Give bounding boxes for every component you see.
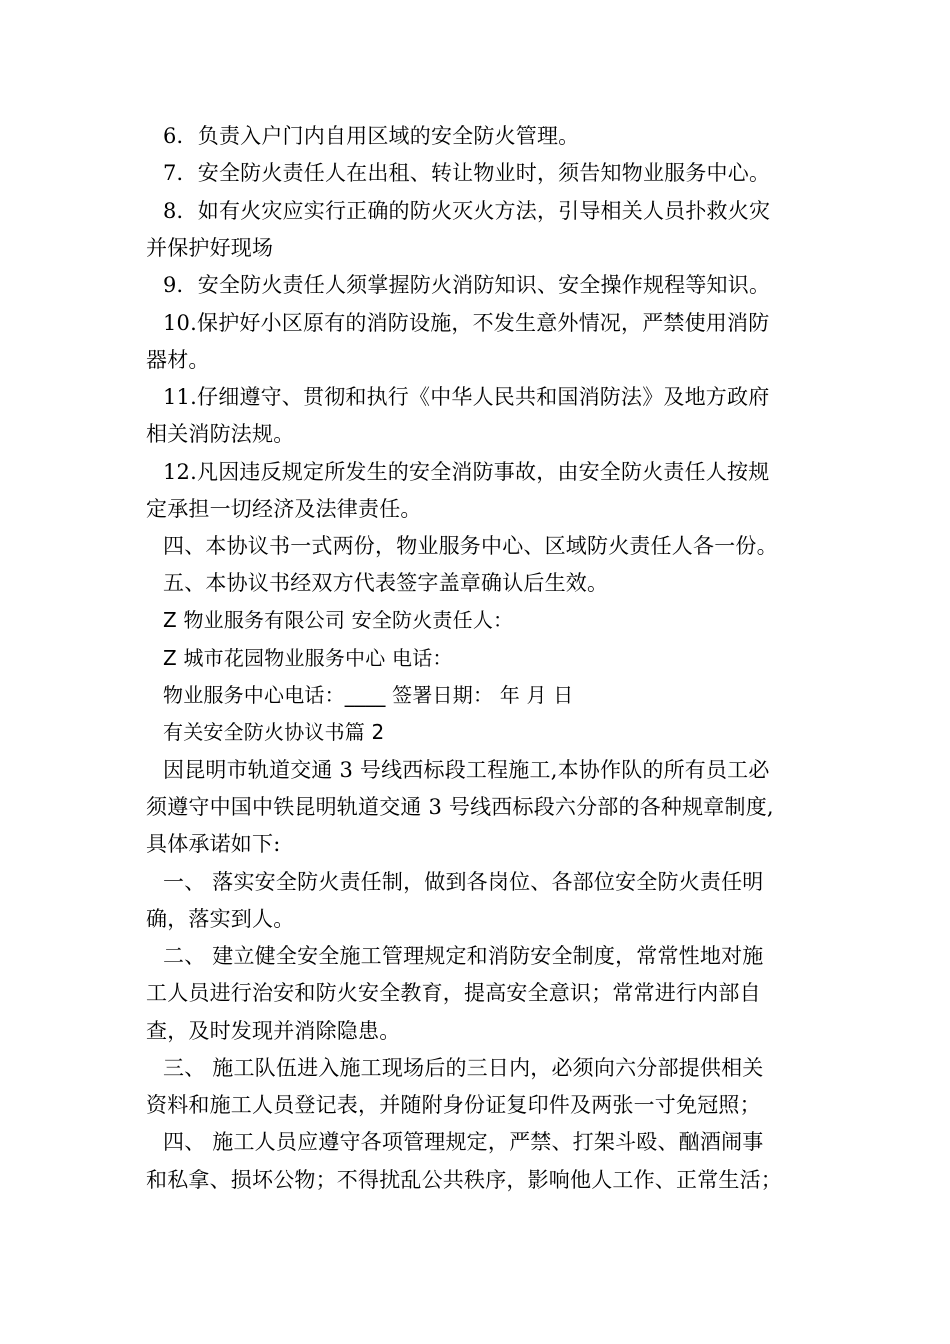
commitment-1-line-1: 一、 落实安全防火责任制，做到各岗位、各部位安全防火责任明 (163, 870, 764, 894)
intro-line-1: 因昆明市轨道交通 3 号线西标段工程施工,本协作队的所有员工必 (163, 758, 770, 782)
clause-8-line-1: 8．如有火灾应实行正确的防火灭火方法，引导相关人员扑救火灾 (163, 199, 771, 223)
section-4: 四、本协议书一式两份，物业服务中心、区域防火责任人各一份。 (163, 534, 778, 558)
clause-9: 9．安全防火责任人须掌握防火消防知识、安全操作规程等知识。 (163, 273, 771, 297)
commitment-2-line-3: 查，及时发现并消除隐患。 (146, 1019, 401, 1043)
commitment-2-line-2: 工人员进行治安和防火安全教育，提高安全意识；常常进行内部自 (146, 981, 761, 1005)
signature-company: Z 物业服务有限公司 安全防火责任人： (163, 608, 514, 632)
clause-12-line-2: 定承担一切经济及法律责任。 (146, 497, 422, 521)
clause-10-line-2: 器材。 (146, 348, 210, 372)
commitment-3-line-2: 资料和施工人员登记表，并随附身份证复印件及两张一寸免冠照； (146, 1093, 761, 1117)
signature-date: 物业服务中心电话：____ 签署日期： 年 月 日 (163, 683, 574, 707)
section-5: 五、本协议书经双方代表签字盖章确认后生效。 (163, 571, 609, 595)
clause-11-line-2: 相关消防法规。 (146, 422, 295, 446)
commitment-4-line-2: 和私拿、损坏公物；不得扰乱公共秩序，影响他人工作、正常生活； (146, 1168, 782, 1192)
clause-7: 7．安全防火责任人在出租、转让物业时，须告知物业服务中心。 (163, 161, 771, 185)
signature-center: Z 城市花园物业服务中心 电话： (163, 646, 453, 670)
clause-6: 6．负责入户门内自用区域的安全防火管理。 (163, 124, 580, 148)
intro-line-2: 须遵守中国中铁昆明轨道交通 3 号线西标段六分部的各种规章制度, (146, 795, 774, 819)
commitment-4-line-1: 四、 施工人员应遵守各项管理规定，严禁、打架斗殴、酗酒闹事 (163, 1130, 764, 1154)
intro-line-3: 具体承诺如下: (146, 832, 281, 856)
commitment-2-line-1: 二、 建立健全安全施工管理规定和消防安全制度，常常性地对施 (163, 944, 764, 968)
section-heading: 有关安全防火协议书篇 2 (163, 720, 385, 744)
commitment-3-line-1: 三、 施工队伍进入施工现场后的三日内，必须向六分部提供相关 (163, 1056, 764, 1080)
clause-8-line-2: 并保护好现场 (146, 236, 274, 260)
clause-10-line-1: 10.保护好小区原有的消防设施，不发生意外情况，严禁使用消防 (163, 311, 770, 335)
clause-12-line-1: 12.凡因违反规定所发生的安全消防事故，由安全防火责任人按规 (163, 460, 770, 484)
clause-11-line-1: 11.仔细遵守、贯彻和执行《中华人民共和国消防法》及地方政府 (163, 385, 770, 409)
commitment-1-line-2: 确，落实到人。 (146, 907, 295, 931)
